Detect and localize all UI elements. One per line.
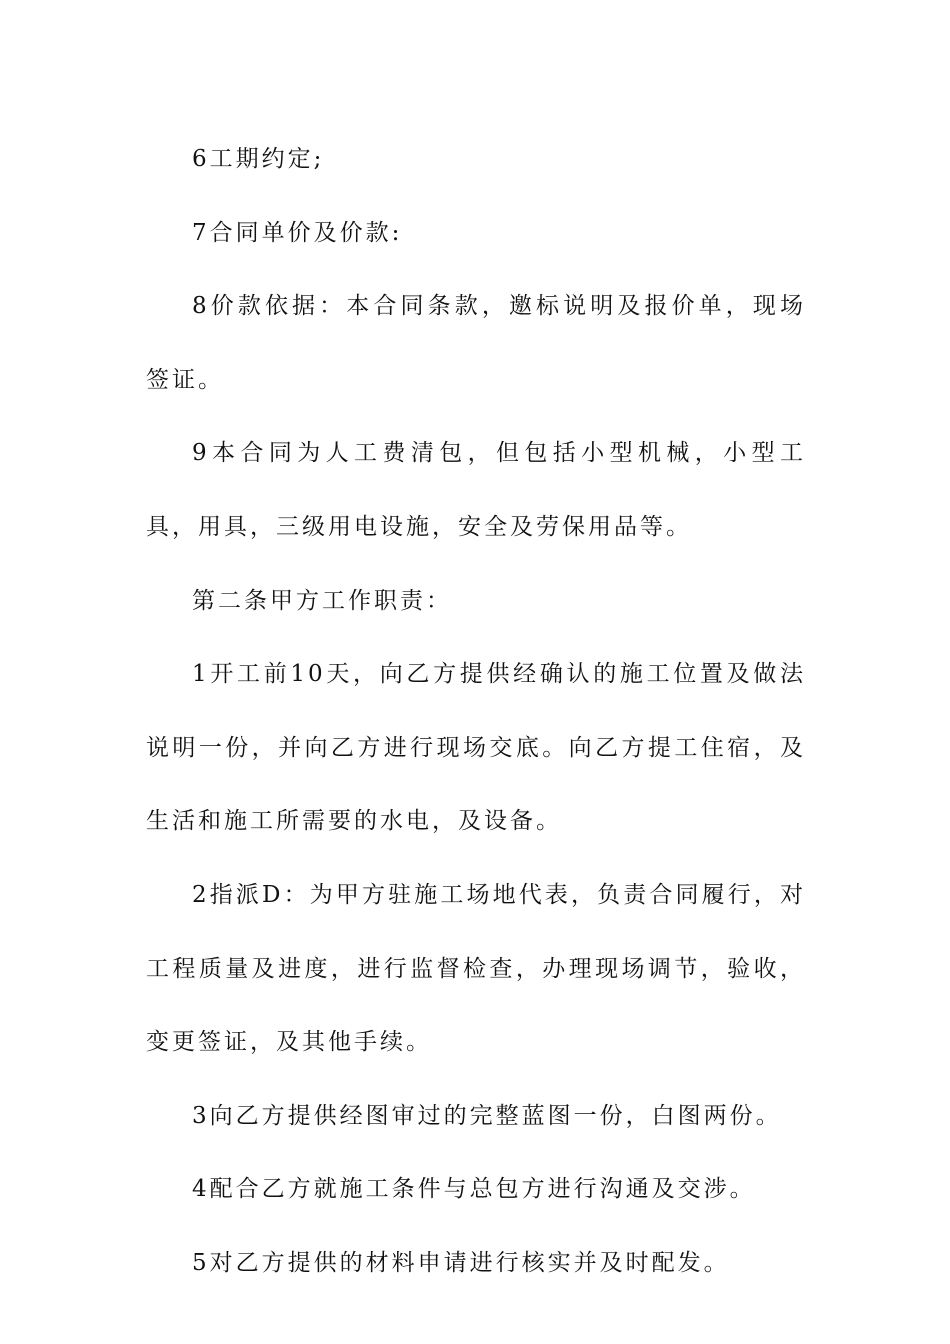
article-2-heading: 第二条甲方工作职责：	[192, 587, 452, 614]
clause-7-unit-price: 7合同单价及价款:	[192, 219, 403, 246]
clause-8-price-basis: 8价款依据：本合同条款，邀标说明及报价单，现场签证。	[146, 293, 806, 393]
party-a-duty-5: 5对乙方提供的材料申请进行核实并及时配发。	[192, 1249, 730, 1276]
party-a-duty-3: 3向乙方提供经图审过的完整蓝图一份，白图两份。	[192, 1102, 782, 1129]
party-a-duty-4: 4配合乙方就施工条件与总包方进行沟通及交涉。	[192, 1176, 756, 1203]
party-a-duty-2: 2指派D：为甲方驻施工场地代表，负责合同履行，对工程质量及进度，进行监督检查，办理现场调节，验收，变更签证，及其他手续。	[146, 881, 806, 1056]
clause-9-labor-contract: 9本合同为人工费清包，但包括小型机械，小型工具，用具，三级用电设施，安全及劳保用品等。	[146, 440, 806, 540]
document-body	[146, 123, 806, 1301]
clause-6-schedule: 6工期约定;	[192, 146, 325, 172]
party-a-duty-1: 1开工前10天，向乙方提供经确认的施工位置及做法说明一份，并向乙方进行现场交底。向乙方提工住宿，及生活和施工所需要的水电，及设备。	[146, 661, 806, 835]
